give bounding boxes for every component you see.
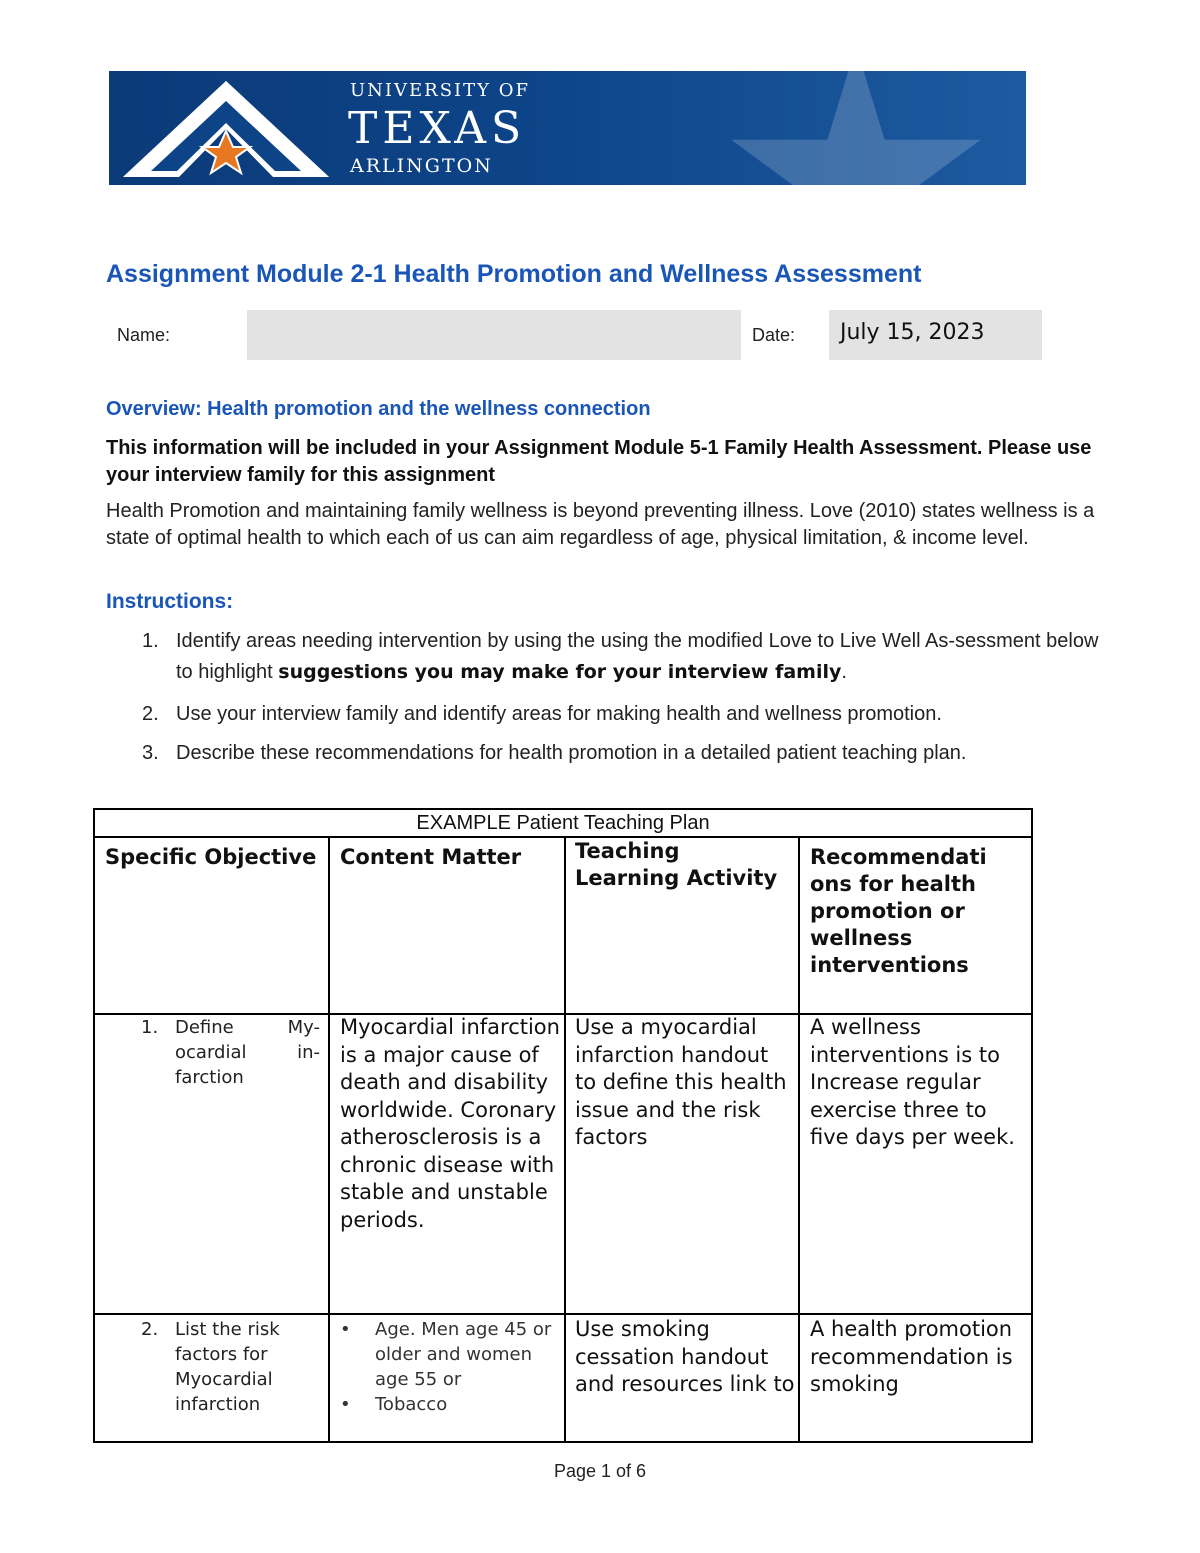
content-bullet-list [340, 1317, 562, 1441]
teaching-plan-table [93, 808, 1033, 1443]
objective-cell: List the risk factors for Myocardial infarction [175, 1319, 280, 1415]
background-star-icon [726, 71, 986, 185]
column-header-content: Content Matter [340, 845, 522, 869]
date-label: Date: [752, 325, 796, 345]
logo-line-university: UNIVERSITY OF [350, 80, 531, 101]
name-field[interactable] [247, 310, 741, 360]
table-caption: EXAMPLE Patient Teaching Plan [416, 812, 710, 834]
objective-cell: Define My- ocardial in- farction [175, 1017, 320, 1088]
recommendation-cell: A wellness interventions is to Increase regular exercise three to five days per week. [810, 1015, 1015, 1149]
column-header-objective: Specific Objective [105, 845, 317, 869]
row-number: 2. [141, 1319, 159, 1340]
instruction-text: Use your interview family and identify areas for making health and wellness promotion. [176, 703, 942, 725]
name-label: Name: [117, 325, 171, 345]
university-banner [109, 71, 1026, 185]
uta-star-a-logo-icon [123, 81, 329, 177]
instruction-text: Describe these recommendations for health promotion in a detailed patient teaching plan. [176, 742, 967, 764]
activity-cell: Use smoking cessation handout and resources link to [575, 1317, 795, 1396]
instruction-emphasis: suggestions you may make for your interview family [278, 661, 842, 683]
instruction-number: 2. [142, 703, 159, 725]
column-header-recommendation: Recommendati ons for health promotion or wellness interventions [810, 845, 987, 977]
list-item: • Tobacco [340, 1394, 448, 1415]
column-header-activity: Teaching Learning Activity [575, 839, 778, 890]
content-cell: Myocardial infarction is a major cause of death and disability worldwide. Coronary atherosclerosis is a chronic disease with stable and unstable periods. [340, 1015, 560, 1232]
assignment-note: This information will be included in your Assignment Module 5-1 Family Health Assessment. Please use your interview family for this assignment [106, 437, 1092, 486]
overview-paragraph: Health Promotion and maintaining family wellness is beyond preventing illness. Love (2010) states wellness is a state of optimal health to which each of us can aim regardless of age, physical limitation, & income level. [106, 500, 1095, 549]
page-number: Page 1 of 6 [553, 1461, 647, 1481]
date-field[interactable]: July 15, 2023 [829, 310, 1042, 360]
instruction-number: 3. [142, 742, 159, 764]
list-item: • Age. Men age 45 or older and women age 55 or [340, 1319, 552, 1390]
recommendation-cell: A health promotion recommendation is smoking [810, 1317, 1013, 1396]
instructions-heading: Instructions: [106, 590, 234, 613]
logo-line-texas: TEXAS [348, 103, 527, 154]
instruction-text: Identify areas needing intervention by using the using the modified Love to Live Well As-sessment below to highlight suggestions you may make for your interview family. [176, 630, 1099, 683]
overview-heading: Overview: Health promotion and the wellness connection [106, 398, 651, 420]
instruction-number: 1. [142, 630, 159, 652]
page-title: Assignment Module 2-1 Health Promotion and Wellness Assessment [106, 260, 922, 288]
row-number: 1. [141, 1017, 159, 1038]
logo-line-arlington: ARLINGTON [350, 155, 493, 177]
activity-cell: Use a myocardial infarction handout to define this health issue and the risk factors [575, 1015, 787, 1149]
